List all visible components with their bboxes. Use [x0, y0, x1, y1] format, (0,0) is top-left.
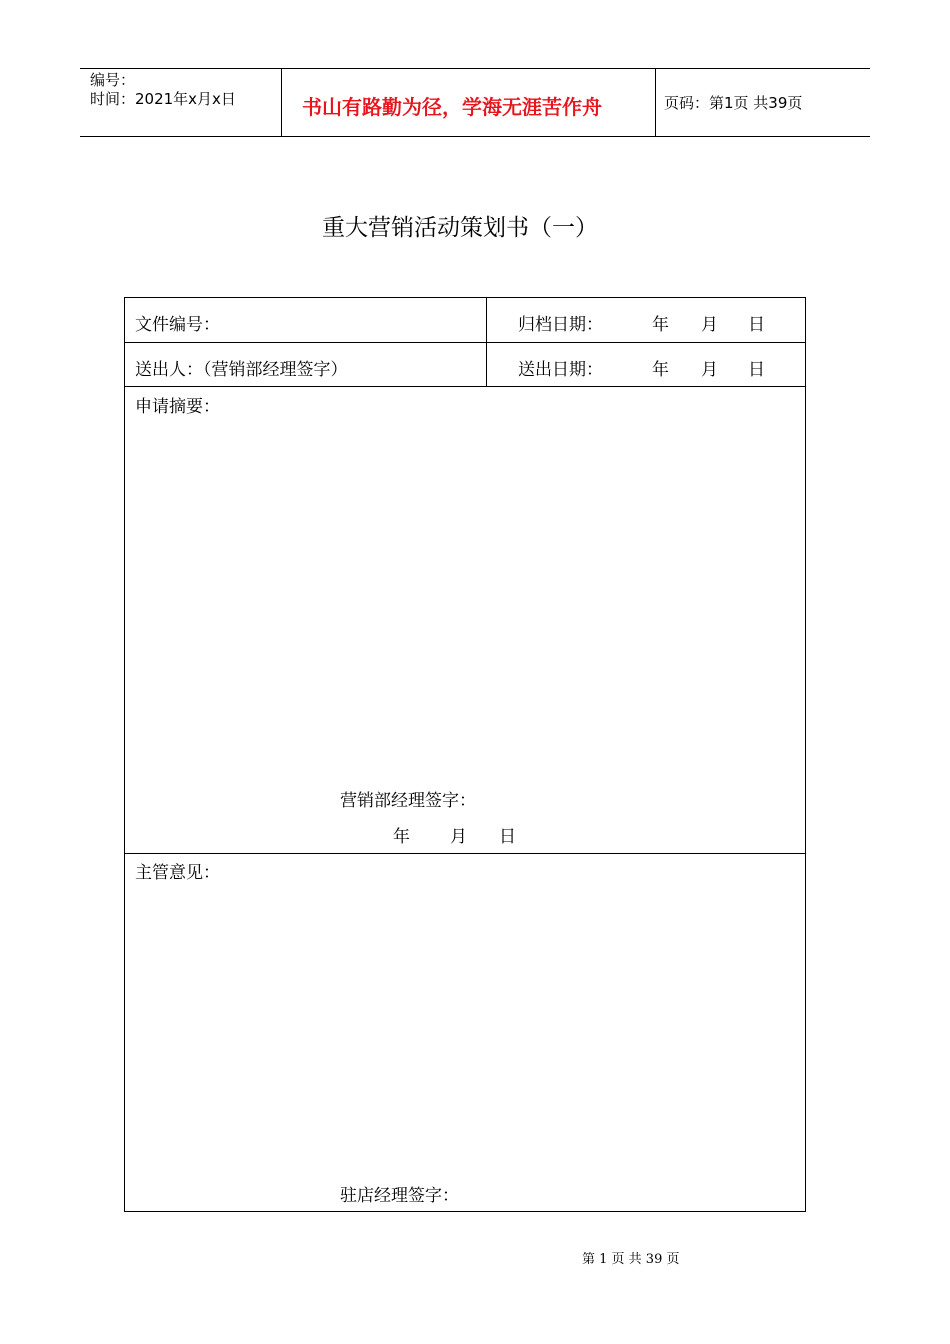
form-border-top	[124, 297, 806, 298]
form-border-bottom	[124, 1211, 806, 1212]
header-top-rule	[80, 68, 870, 69]
form-row-divider-3	[124, 853, 806, 854]
send-date-year: 年	[652, 360, 669, 380]
sender-label: 送出人：（营销部经理签字）	[135, 360, 348, 380]
send-date-label: 送出日期：	[518, 360, 603, 380]
file-number-label: 文件编号：	[135, 315, 220, 335]
form-column-divider	[486, 297, 487, 387]
header-number-label: 编号：	[90, 71, 136, 89]
archive-date-month: 月	[701, 315, 718, 335]
summary-date-year: 年	[393, 827, 410, 847]
send-date-day: 日	[748, 360, 765, 380]
form-border-right	[805, 297, 806, 1212]
summary-date-month: 月	[450, 827, 467, 847]
supervisor-opinion-label: 主管意见：	[135, 863, 220, 883]
store-manager-sign-label: 驻店经理签字：	[340, 1186, 459, 1206]
form-row-divider-1	[124, 342, 806, 343]
document-title: 重大营销活动策划书（一）	[322, 215, 598, 241]
header-motto: 书山有路勤为径，学海无涯苦作舟	[302, 95, 602, 119]
footer-page-number: 第 1 页 共 39 页	[582, 1252, 680, 1267]
header-time-label: 时间：2021年x月x日	[90, 90, 236, 108]
form-border-left	[124, 297, 125, 1212]
archive-date-year: 年	[652, 315, 669, 335]
summary-date-day: 日	[499, 827, 516, 847]
form-row-divider-2	[124, 386, 806, 387]
archive-date-label: 归档日期：	[518, 315, 603, 335]
header-page-info: 页码：第1页 共39页	[664, 94, 803, 112]
header-divider-left	[281, 68, 282, 136]
header-bottom-rule	[80, 136, 870, 137]
send-date-month: 月	[701, 360, 718, 380]
marketing-manager-sign-label: 营销部经理签字：	[340, 791, 476, 811]
header-divider-right	[655, 68, 656, 136]
archive-date-day: 日	[748, 315, 765, 335]
summary-label: 申请摘要：	[135, 397, 220, 417]
